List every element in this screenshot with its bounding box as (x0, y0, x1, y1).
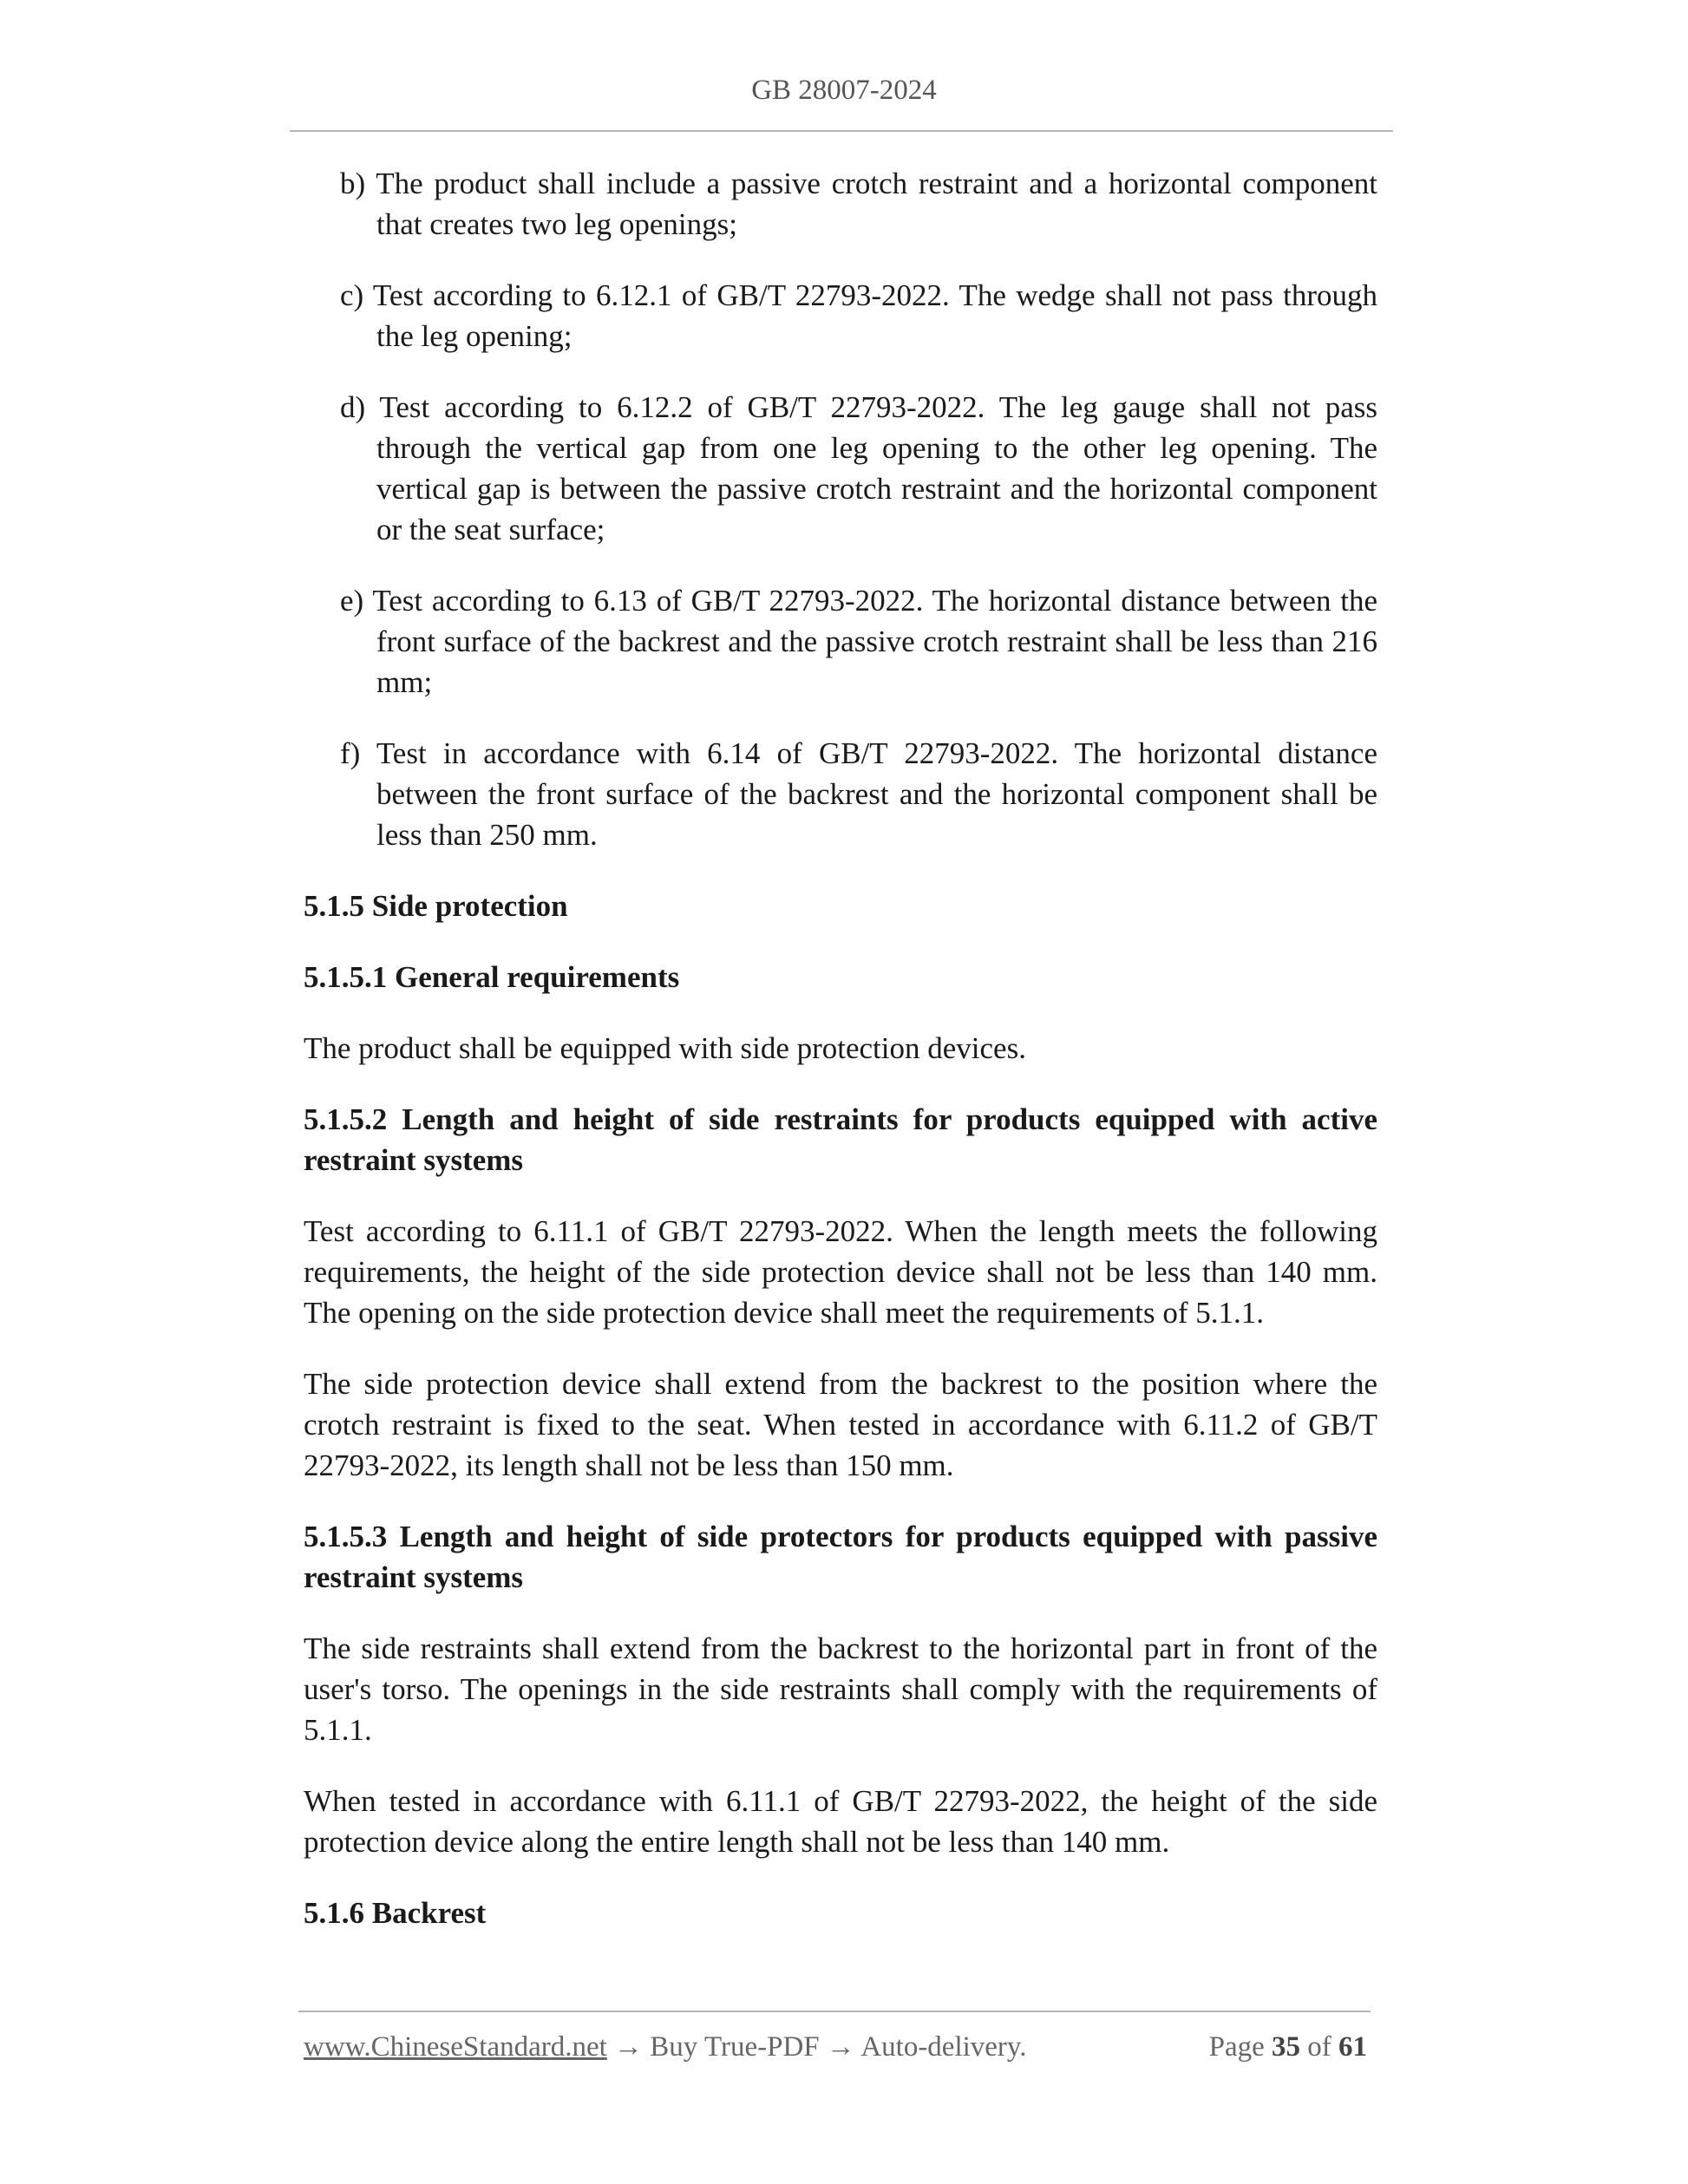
current-page-number: 35 (1272, 2031, 1300, 2063)
paragraph-5-1-5-2-a: Test according to 6.11.1 of GB/T 22793-2022. When the length meets the following requirements, the height of the side protection device shall not be less than 140 mm. The opening on the side protection device shall meet the requirements of 5.1.1. (304, 1214, 1377, 1330)
list-item-f: f) Test in accordance with 6.14 of GB/T 22793-2022. The horizontal distance between the front surface of the backrest and the horizontal component shall be less than 250 mm. (340, 736, 1377, 852)
site-link[interactable]: www.ChineseStandard.net (304, 2031, 607, 2063)
buy-true-pdf-text: Buy True-PDF (650, 2031, 820, 2063)
heading-5-1-5-1: 5.1.5.1 General requirements (304, 960, 680, 994)
list-item-b: b) The product shall include a passive crotch restraint and a horizontal component that creates two leg openings; (340, 167, 1377, 241)
heading-5-1-5-3: 5.1.5.3 Length and height of side protectors for products equipped with passive restraint systems (304, 1520, 1377, 1594)
heading-5-1-5: 5.1.5 Side protection (304, 889, 568, 923)
heading-5-1-6: 5.1.6 Backrest (304, 1896, 487, 1930)
paragraph-5-1-5-3-b: When tested in accordance with 6.11.1 of GB/T 22793-2022, the height of the side protection device along the entire length shall not be less than 140 mm. (304, 1784, 1377, 1859)
footer-divider (298, 2011, 1371, 2012)
list-item-d: d) Test according to 6.12.2 of GB/T 22793-2022. The leg gauge shall not pass through the vertical gap from one leg opening to the other leg opening. The vertical gap is between the passive crotch restraint and the horizontal component or the seat surface; (340, 390, 1377, 546)
arrow-right-icon: → (826, 2031, 855, 2063)
of-label: of (1307, 2031, 1331, 2063)
paragraph-5-1-5-3-a: The side restraints shall extend from the backrest to the horizontal part in front of the user's torso. The openings in the side restraints shall comply with the requirements of 5.1.1. (304, 1631, 1377, 1747)
page-header: GB 28007-2024 (751, 75, 937, 106)
arrow-right-icon: → (614, 2031, 644, 2063)
heading-5-1-5-2: 5.1.5.2 Length and height of side restraints for products equipped with active restraint systems (304, 1102, 1377, 1177)
total-pages-number: 61 (1338, 2031, 1367, 2063)
header-divider (290, 130, 1393, 132)
paragraph-5-1-5-2-b: The side protection device shall extend from the backrest to the position where the crotch restraint is fixed to the seat. When tested in accordance with 6.11.2 of GB/T 22793-2022, its length shall not be less than 150 mm. (304, 1367, 1377, 1482)
auto-delivery-text: Auto-delivery. (860, 2031, 1027, 2063)
page-indicator (1209, 2031, 1367, 2063)
list-item-c: c) Test according to 6.12.1 of GB/T 22793-2022. The wedge shall not pass through the leg opening; (340, 278, 1377, 353)
footer-promo (304, 2031, 1027, 2063)
paragraph-5-1-5-1: The product shall be equipped with side protection devices. (304, 1031, 1026, 1065)
page-label: Page (1208, 2031, 1265, 2063)
list-item-e: e) Test according to 6.13 of GB/T 22793-2022. The horizontal distance between the front surface of the backrest and the passive crotch restraint shall be less than 216 mm; (340, 584, 1377, 699)
document-body (304, 163, 1377, 1964)
